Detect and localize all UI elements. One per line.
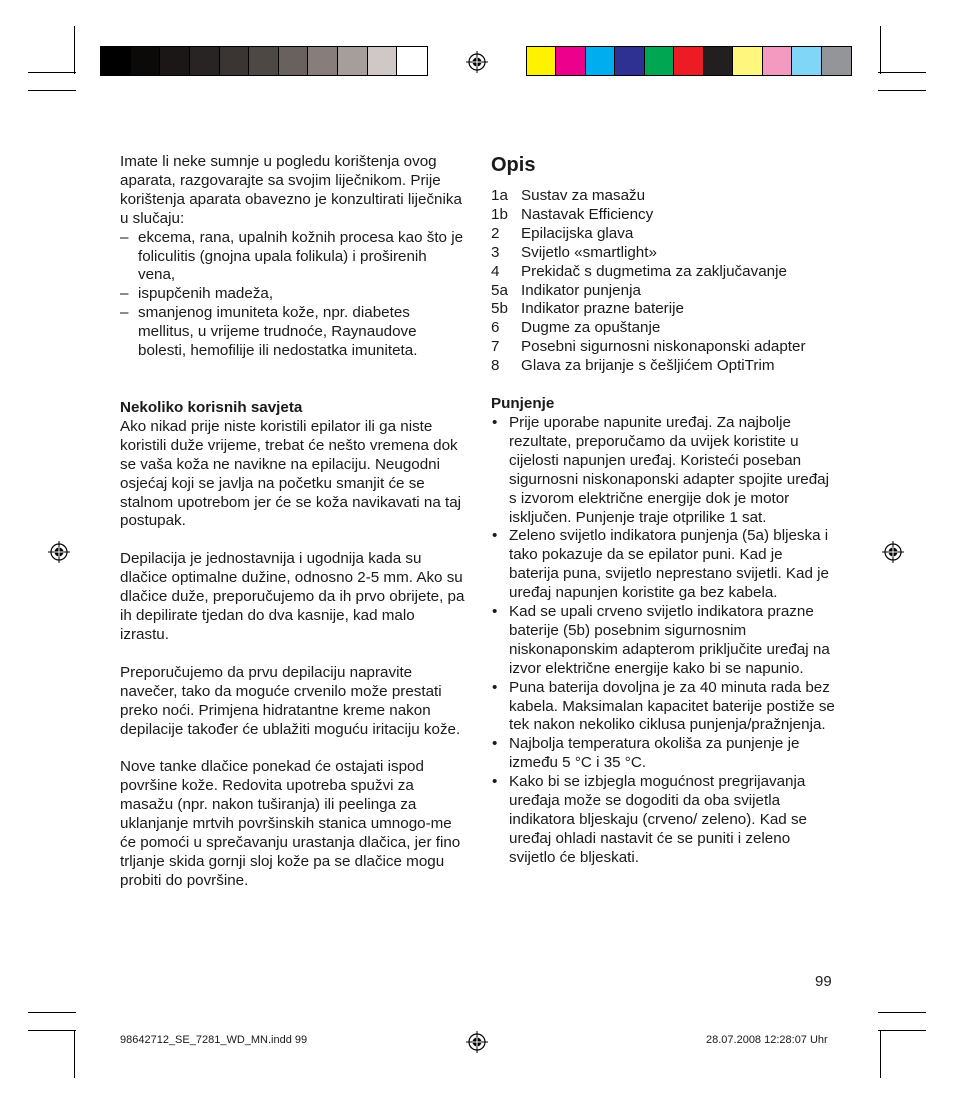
- ingrown-hair-paragraph: Nove tanke dlačice ponekad će ostajati ispod površine kože. Redovita upotreba spužvi za masažu (npr. nakon tuširanja) ili peelinga za uklanjanje mrtvih površinskih stanica umnogo-me će pomoći u sprečavanju urastanja dlačica, jer fino trljanje skida gornji sloj kože pa se dlačice mogu probiti do površine.: [120, 758, 461, 889]
- color-swatch: [101, 47, 131, 75]
- list-item: 3 Svijetlo «smartlight»: [491, 243, 657, 261]
- color-swatch: [792, 47, 821, 75]
- crop-mark: [74, 1030, 75, 1078]
- color-swatch: [338, 47, 368, 75]
- color-swatch: [160, 47, 190, 75]
- list-item: 5b Indikator prazne baterije: [491, 300, 684, 318]
- tips-heading: Nekoliko korisnih savjeta: [120, 398, 303, 416]
- registration-target-icon: [466, 51, 488, 73]
- footer-timestamp: 28.07.2008 12:28:07 Uhr: [706, 1034, 828, 1046]
- list-item: • Kad se upali crveno svijetlo indikatora prazne baterije (5b) posebnim sigurnosnim niskonaponskim adapterom priključite uređaj na izvor električne energije kako bi se napunio.: [491, 603, 836, 679]
- left-column: [120, 153, 465, 891]
- tips-paragraph: Ako nikad prije niste koristili epilator ili ga niste koristili duže vrijeme, trebat će nešto vremena dok se vaša koža ne navikne na epilaciju. Neugodni osjećaj koji se javlja na početku smanjit će se stalnom upotrebom jer će se koža navikavati na taj postupak.: [120, 417, 462, 530]
- crop-mark: [878, 90, 926, 91]
- color-swatch: [704, 47, 733, 75]
- color-swatch: [190, 47, 220, 75]
- list-item: 5a Indikator punjenja: [491, 281, 641, 299]
- color-swatch: [733, 47, 762, 75]
- hair-length-paragraph: Depilacija je jednostavnija i ugodnija kada su dlačice optimalne dužine, odnosno 2-5 mm. Ako su dlačice duže, preporučujemo da ih prvo obrijete, pa ih depilirate tjedan do dva kasnije, kad malo izrastu.: [120, 550, 465, 643]
- color-swatch: [645, 47, 674, 75]
- list-item: 6 Dugme za opuštanje: [491, 319, 661, 337]
- crop-mark: [28, 72, 76, 73]
- list-item: 7 Posebni sigurnosni niskonaponski adapter: [491, 338, 806, 356]
- grayscale-color-bar: [100, 46, 428, 76]
- list-item: 1a Sustav za masažu: [491, 187, 646, 204]
- footer-filename: 98642712_SE_7281_WD_MN.indd 99: [120, 1034, 308, 1046]
- registration-target-icon: [882, 541, 904, 563]
- color-swatch: [279, 47, 309, 75]
- color-swatch: [249, 47, 279, 75]
- color-swatch: [527, 47, 556, 75]
- process-color-bar: [526, 46, 852, 76]
- list-item: • Zeleno svijetlo indikatora punjenja (5a) bljeska i tako pokazuje da se epilator puni. Kad je baterija puna, svijetlo neprestano svijetli. Kad je uređaj napunjen koristite ga bez kabela.: [491, 527, 836, 603]
- list-item: – ispupčenih madeža,: [120, 285, 465, 304]
- right-column: [491, 153, 836, 868]
- color-swatch: [615, 47, 644, 75]
- parts-list: [491, 187, 836, 376]
- color-swatch: [556, 47, 585, 75]
- list-item: 1b Nastavak Efficiency: [491, 205, 654, 223]
- list-item: • Prije uporabe napunite uređaj. Za najbolje rezultate, preporučamo da uvijek koristite u cijelosti napunjen uređaj. Koristeći poseban sigurnosni niskonaponski adapter spojite uređaj s izvorom električne energije dok je motor isključen. Punjenje traje otprilike 1 sat.: [491, 414, 836, 527]
- list-item: • Kako bi se izbjegla mogućnost pregrijavanja uređaja može se dogoditi da oba svijetla indikatora bljeskaju (crveno/ zeleno). Kad se uređaj ohladi nastavit će se puniti i zeleno svijetlo će bljeskati.: [491, 773, 836, 868]
- crop-mark: [878, 1030, 926, 1031]
- color-swatch: [763, 47, 792, 75]
- color-swatch: [586, 47, 615, 75]
- intro-paragraph: Imate li neke sumnje u pogledu korištenja ovog aparata, razgovarajte sa svojim liječnikom. Prije korištenja aparata obavezno je konzultirati liječnika u slučaju:: [120, 153, 462, 227]
- crop-mark: [28, 1012, 76, 1013]
- crop-mark: [28, 90, 76, 91]
- crop-mark: [878, 1012, 926, 1013]
- list-item: • Najbolja temperatura okoliša za punjenje je između 5 °C i 35 °C.: [491, 735, 836, 773]
- color-swatch: [822, 47, 851, 75]
- conditions-list: [120, 229, 465, 361]
- crop-mark: [878, 72, 926, 73]
- crop-mark: [28, 1030, 76, 1031]
- charging-heading: Punjenje: [491, 395, 555, 413]
- page-number: 99: [815, 973, 832, 990]
- evening-paragraph: Preporučujemo da prvu depilaciju napravite navečer, tako da moguće crvenilo može prestati preko noći. Primjena hidratantne kreme nakon depilacije također će ublažiti moguću iritaciju kože.: [120, 663, 461, 738]
- section-title: Opis: [491, 154, 536, 176]
- color-swatch: [308, 47, 338, 75]
- crop-mark: [880, 26, 881, 74]
- list-item: – ekcema, rana, upalnih kožnih procesa kao što je foliculitis (gnojna upala folikula) i proširenih vena,: [120, 229, 465, 286]
- list-item: 2 Epilacijska glava: [491, 224, 634, 242]
- crop-mark: [74, 26, 75, 74]
- color-swatch: [131, 47, 161, 75]
- color-swatch: [220, 47, 250, 75]
- registration-target-icon: [466, 1031, 488, 1053]
- list-item: 8 Glava za brijanje s češljićem OptiTrim: [491, 357, 775, 375]
- registration-target-icon: [48, 541, 70, 563]
- list-item: – smanjenog imuniteta kože, npr. diabetes mellitus, u vrijeme trudnoće, Raynaudove bolesti, hemofilije ili nedostatka imuniteta.: [120, 304, 465, 361]
- color-swatch: [368, 47, 398, 75]
- charging-list: [491, 414, 836, 868]
- color-swatch: [674, 47, 703, 75]
- list-item: • Puna baterija dovoljna je za 40 minuta rada bez kabela. Maksimalan kapacitet baterije postiže se tek nakon nekoliko ciklusa punjenja/pražnjenja.: [491, 679, 836, 736]
- list-item: 4 Prekidač s dugmetima za zaključavanje: [491, 262, 787, 280]
- color-swatch: [397, 47, 427, 75]
- crop-mark: [880, 1030, 881, 1078]
